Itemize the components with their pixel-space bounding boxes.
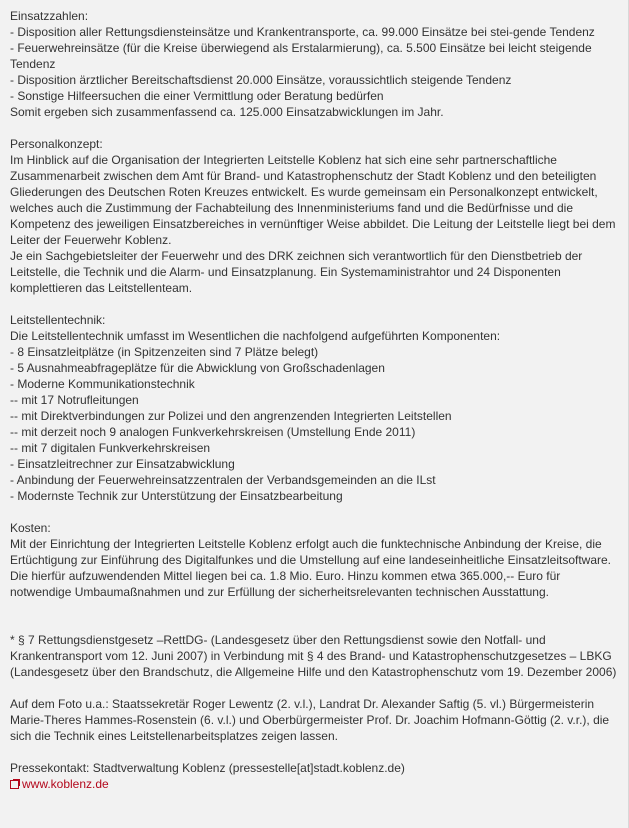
list-item: - 5 Ausnahmeabfrageplätze für die Abwicklung von Großschadenlagen [10,361,385,375]
summary-text: Somit ergeben sich zusammenfassend ca. 125.000 Einsatzabwicklungen im Jahr. [10,105,444,119]
list-item: - 8 Einsatzleitplätze (in Spitzenzeiten sind 7 Plätze belegt) [10,345,319,359]
photo-caption: Auf dem Foto u.a.: Staatssekretär Roger Lewentz (2. v.l.), Landrat Dr. Alexander Saftig (5. vl.) Bürgermeisterin Marie-Theres Hammes-Rosenstein (6. v.l.) und Oberbürgermeister Prof. Dr. Joachim Hofmann-Göttig (2. v.r.), die sich die Technik eines Leitstellenarbeitsplatzes zeigen lassen. [10,697,610,743]
section-heading: Personalkonzept: [10,137,103,151]
section-personalkonzept [10,136,620,296]
footnote-text: * § 7 Rettungsdienstgesetz –RettDG- (Landesgesetz über den Rettungsdienst sowie den Notfall- und Krankentransport vom 12. Juni 2007) in Verbindung mit § 4 des Brand- und Katastrophenschutzgesetzes – LBKG (Landesgesetz über den Brandschutz, die Allgemeine Hilfe und den Katastrophenschutz vom 19. Dezember 2006) [10,633,617,679]
list-item: - Einsatzleitrechner zur Einsatzabwicklung [10,457,235,471]
list-item: -- mit derzeit noch 9 analogen Funkverkehrskreisen (Umstellung Ende 2011) [10,425,416,439]
section-foto [10,696,620,744]
section-heading: Kosten: [10,521,51,535]
list-item: - Moderne Kommunikationstechnik [10,377,195,391]
list-item: - Anbindung der Feuerwehreinsatzzentralen der Verbandsgemeinden an die ILst [10,473,436,487]
list-item: - Sonstige Hilfeersuchen die einer Vermittlung oder Beratung bedürfen [10,89,384,103]
press-contact: Pressekontakt: Stadtverwaltung Koblenz (pressestelle[at]stadt.koblenz.de) [10,761,405,775]
website-link[interactable] [10,777,109,791]
list-item: -- mit 7 digitalen Funkverkehrskreisen [10,441,211,455]
section-footnote [10,632,620,680]
section-pressekontakt [10,760,620,792]
section-heading: Leitstellentechnik: [10,313,106,327]
list-item: -- mit 17 Notrufleitungen [10,393,139,407]
website-link-label: www.koblenz.de [22,777,109,791]
section-kosten [10,520,620,600]
list-item: -- mit Direktverbindungen zur Polizei und den angrenzenden Integrierten Leitstellen [10,409,452,423]
external-link-icon [10,780,19,789]
section-heading: Einsatzzahlen: [10,9,89,23]
article-content [10,8,620,792]
list-item: - Feuerwehreinsätze (für die Kreise überwiegend als Erstalarmierung), ca. 5.500 Einsätze bei leicht steigende Tendenz [10,41,592,71]
section-einsatzzahlen [10,8,620,120]
website-link-row [10,776,620,792]
paragraph: Je ein Sachgebietsleiter der Feuerwehr und des DRK zeichnen sich verantwortlich für den Dienstbetrieb der Leitstelle, die Technik und die Alarm- und Einsatzplanung. Ein Systemaministrahtor und 24 Disponenten komplettieren das Leitstellenteam. [10,249,583,295]
paragraph: Mit der Einrichtung der Integrierten Leitstelle Koblenz erfolgt auch die funktechnische Anbindung der Kreise, die Ertüchtigung zur Einführung des Digitalfunkes und die Umstellung auf eine landeseinheitliche Einsatzleitsoftware. Die hierfür aufzuwendenden Mittel liegen bei ca. 1.8 Mio. Euro. Hinzu kommen etwa 365.000,-- Euro für notwendige Umbaumaßnahmen und zur Erfüllung der sicherheitsrelevanten technischen Ausstattung. [10,537,612,599]
paragraph: Im Hinblick auf die Organisation der Integrierten Leitstelle Koblenz hat sich eine sehr partnerschaftliche Zusammenarbeit zwischen dem Amt für Brand- und Katastrophenschutz der Stadt Koblenz und den beteiligten Gliederungen des Deutschen Roten Kreuzes entwickelt. Es wurde gemeinsam ein Personalkonzept entwickelt, welches auch die Zustimmung der Fachabteilung des Innenministeriums fand und die Bedürfnisse und die Kompetenz des jeweiligen Einsatzbereiches in vernünftiger Weise abbildet. Die Leitung der Leitstelle liegt bei dem Leiter der Feuerwehr Koblenz. [10,153,616,247]
section-leitstellentechnik [10,312,620,504]
list-item: - Disposition aller Rettungsdiensteinsätze und Krankentransporte, ca. 99.000 Einsätze bei stei-gende Tendenz [10,25,595,39]
list-item: - Disposition ärztlicher Bereitschaftsdienst 20.000 Einsätze, voraussichtlich steigende Tendenz [10,73,512,87]
paragraph: Die Leitstellentechnik umfasst im Wesentlichen die nachfolgend aufgeführten Komponenten: [10,329,501,343]
list-item: - Modernste Technik zur Unterstützung der Einsatzbearbeitung [10,489,343,503]
